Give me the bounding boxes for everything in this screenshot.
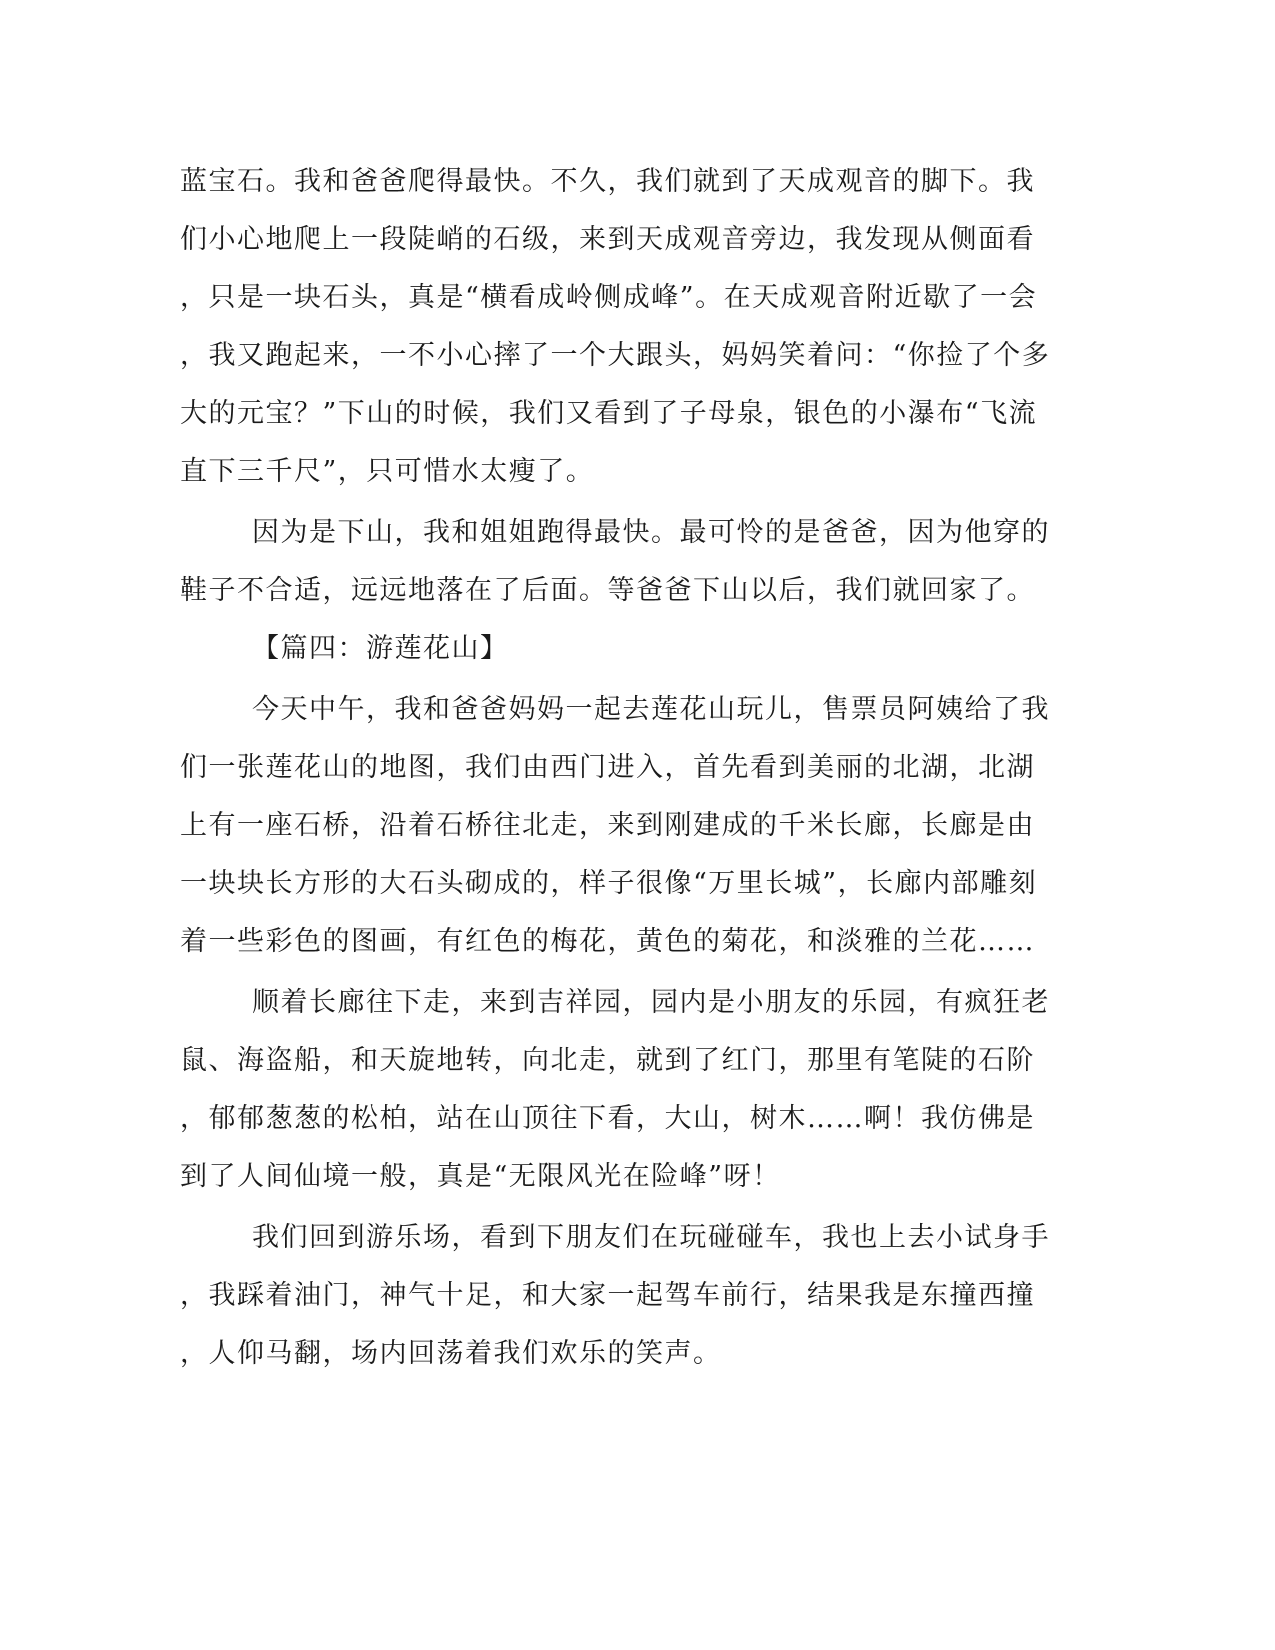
section-heading: 【篇四：游莲花山】 [252, 633, 509, 664]
text-line: ，郁郁葱葱的松柏，站在山顶往下看，大山，树木……啊！我仿佛是 [180, 1103, 1035, 1134]
text-line: 到了人间仙境一般，真是“无限风光在险峰”呀！ [180, 1161, 781, 1192]
text-line: 着一些彩色的图画，有红色的梅花，黄色的菊花，和淡雅的兰花…… [180, 926, 1035, 957]
text-line: ，只是一块石头，真是“横看成岭侧成峰”。在天成观音附近歇了一会 [180, 282, 1038, 313]
paragraph-first-line: 因为是下山，我和姐姐跑得最快。最可怜的是爸爸，因为他穿的 [252, 517, 1050, 548]
paragraph-first-line: 今天中午，我和爸爸妈妈一起去莲花山玩儿，售票员阿姨给了我 [252, 694, 1050, 725]
text-line: 一块块长方形的大石头砌成的，样子很像“万里长城”，长廊内部雕刻 [180, 868, 1038, 899]
paragraph-first-line: 我们回到游乐场，看到下朋友们在玩碰碰车，我也上去小试身手 [252, 1222, 1050, 1253]
text-line: 直下三千尺”，只可惜水太瘦了。 [180, 456, 595, 487]
text-line: 鼠、海盗船，和天旋地转，向北走，就到了红门，那里有笔陡的石阶 [180, 1045, 1035, 1076]
text-line: 上有一座石桥，沿着石桥往北走，来到刚建成的千米长廊，长廊是由 [180, 810, 1035, 841]
text-line: 鞋子不合适，远远地落在了后面。等爸爸下山以后，我们就回家了。 [180, 575, 1035, 606]
text-line: ，我踩着油门，神气十足，和大家一起驾车前行，结果我是东撞西撞 [180, 1280, 1035, 1311]
text-line: 蓝宝石。我和爸爸爬得最快。不久，我们就到了天成观音的脚下。我 [180, 166, 1035, 197]
text-line: 们一张莲花山的地图，我们由西门进入，首先看到美丽的北湖，北湖 [180, 752, 1035, 783]
text-line: ，人仰马翻，场内回荡着我们欢乐的笑声。 [180, 1338, 722, 1369]
text-line: ，我又跑起来，一不小心摔了一个大跟头，妈妈笑着问：“你捡了个多 [180, 340, 1051, 371]
text-line: 们小心地爬上一段陡峭的石级，来到天成观音旁边，我发现从侧面看 [180, 224, 1035, 255]
paragraph-first-line: 顺着长廊往下走，来到吉祥园，园内是小朋友的乐园，有疯狂老 [252, 987, 1050, 1018]
text-line: 大的元宝？”下山的时候，我们又看到了子母泉，银色的小瀑布“飞流 [180, 398, 1038, 429]
